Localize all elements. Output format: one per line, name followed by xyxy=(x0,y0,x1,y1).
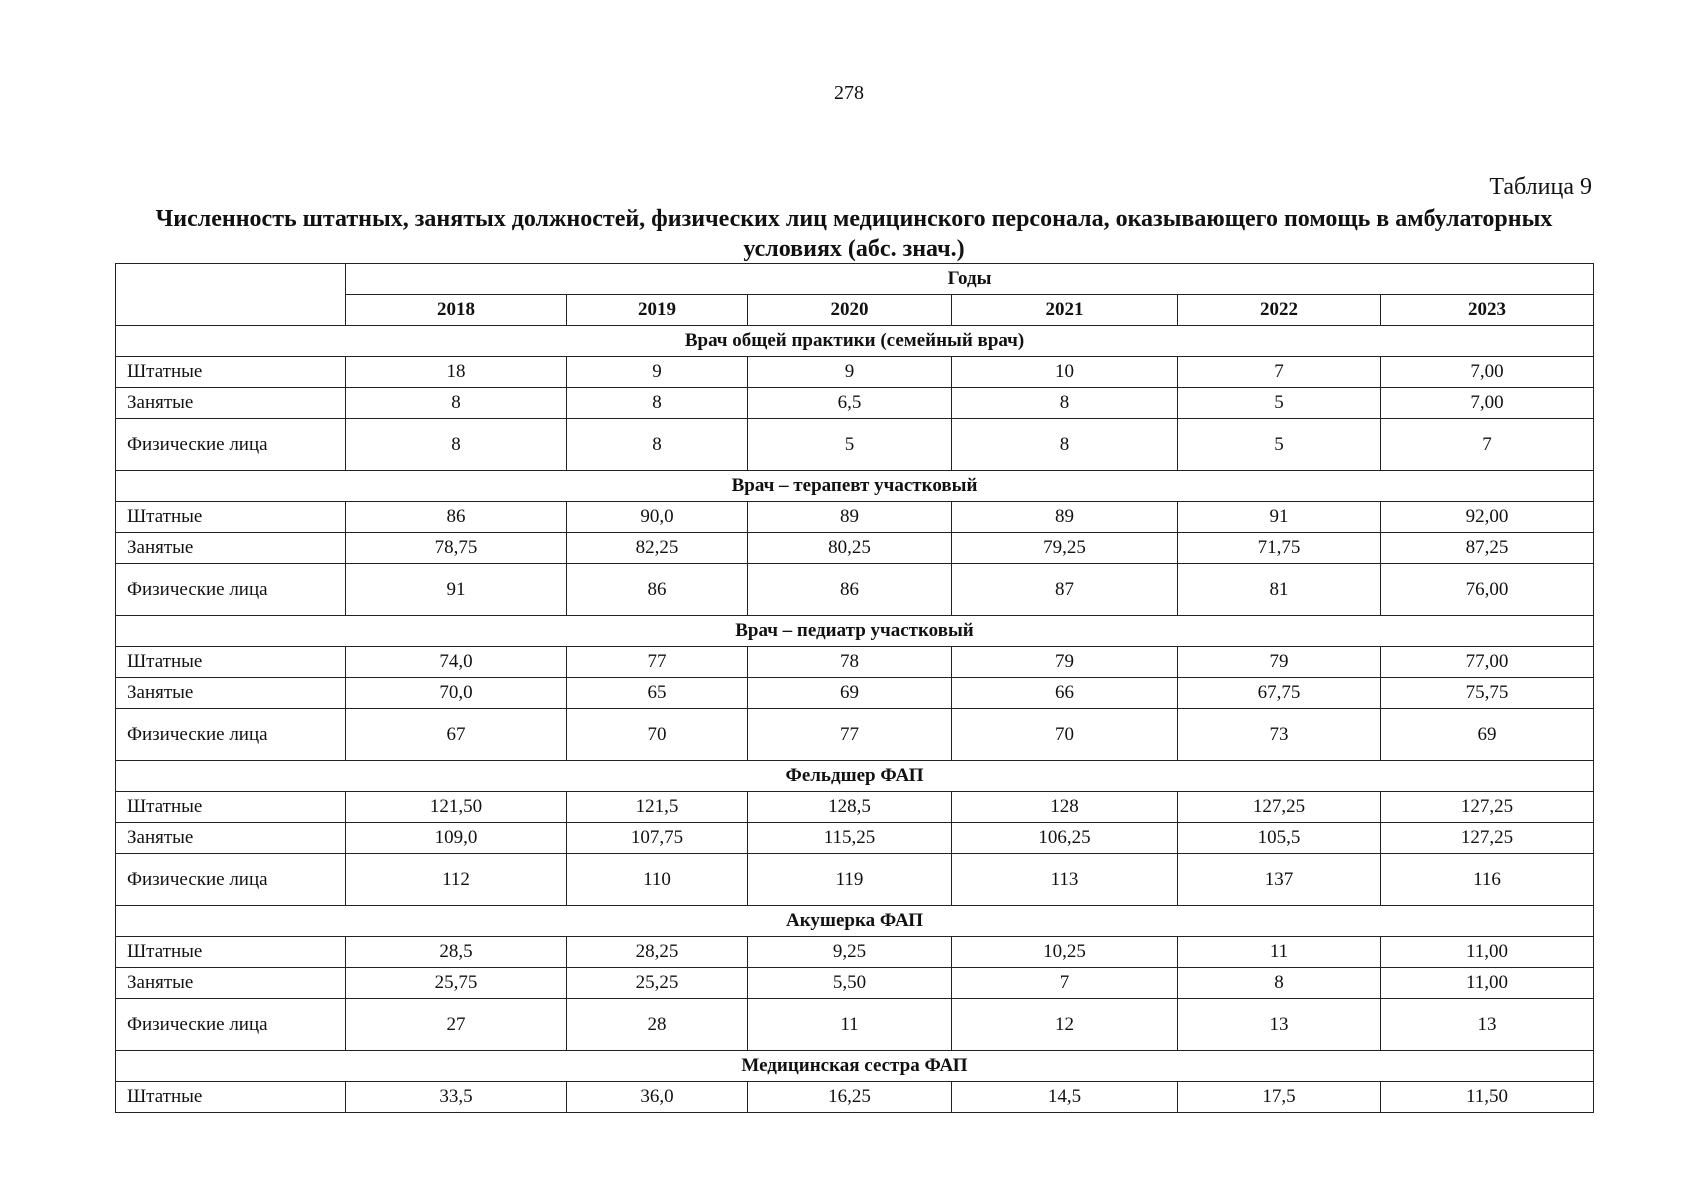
value-cell: 79 xyxy=(1178,647,1381,678)
value-cell: 8 xyxy=(346,388,567,419)
value-cell: 87,25 xyxy=(1381,533,1594,564)
value-cell: 9,25 xyxy=(748,937,952,968)
value-cell: 67,75 xyxy=(1178,678,1381,709)
section-title: Врач общей практики (семейный врач) xyxy=(116,326,1594,357)
value-cell: 27 xyxy=(346,999,567,1051)
staff-table-body xyxy=(116,264,1594,1113)
value-cell: 79,25 xyxy=(952,533,1178,564)
section-row xyxy=(116,326,1594,357)
value-cell: 121,5 xyxy=(567,792,748,823)
value-cell: 76,00 xyxy=(1381,564,1594,616)
row-label: Занятые xyxy=(116,388,346,419)
value-cell: 86 xyxy=(748,564,952,616)
value-cell: 11 xyxy=(748,999,952,1051)
header-year: 2021 xyxy=(952,295,1178,326)
staff-table xyxy=(115,263,1594,1113)
value-cell: 127,25 xyxy=(1381,792,1594,823)
value-cell: 12 xyxy=(952,999,1178,1051)
row-label: Физические лица xyxy=(116,709,346,761)
value-cell: 36,0 xyxy=(567,1082,748,1113)
value-cell: 17,5 xyxy=(1178,1082,1381,1113)
section-title: Медицинская сестра ФАП xyxy=(116,1051,1594,1082)
table-row xyxy=(116,502,1594,533)
value-cell: 28,5 xyxy=(346,937,567,968)
row-label: Занятые xyxy=(116,823,346,854)
header-row-years-label xyxy=(116,264,1594,295)
page-number: 278 xyxy=(834,82,864,104)
value-cell: 121,50 xyxy=(346,792,567,823)
value-cell: 90,0 xyxy=(567,502,748,533)
value-cell: 105,5 xyxy=(1178,823,1381,854)
table-caption: Таблица 9 xyxy=(1489,174,1592,200)
row-label: Штатные xyxy=(116,502,346,533)
value-cell: 70,0 xyxy=(346,678,567,709)
value-cell: 77,00 xyxy=(1381,647,1594,678)
header-corner-cell xyxy=(116,264,346,326)
value-cell: 6,5 xyxy=(748,388,952,419)
value-cell: 5 xyxy=(1178,388,1381,419)
value-cell: 127,25 xyxy=(1381,823,1594,854)
value-cell: 113 xyxy=(952,854,1178,906)
section-title: Акушерка ФАП xyxy=(116,906,1594,937)
value-cell: 116 xyxy=(1381,854,1594,906)
row-label: Штатные xyxy=(116,937,346,968)
value-cell: 8 xyxy=(952,388,1178,419)
header-year: 2020 xyxy=(748,295,952,326)
row-label: Физические лица xyxy=(116,854,346,906)
value-cell: 8 xyxy=(346,419,567,471)
value-cell: 25,75 xyxy=(346,968,567,999)
section-row xyxy=(116,471,1594,502)
table-row xyxy=(116,968,1594,999)
value-cell: 91 xyxy=(1178,502,1381,533)
value-cell: 89 xyxy=(952,502,1178,533)
value-cell: 7 xyxy=(1381,419,1594,471)
row-label: Физические лица xyxy=(116,564,346,616)
value-cell: 106,25 xyxy=(952,823,1178,854)
value-cell: 9 xyxy=(567,357,748,388)
value-cell: 28,25 xyxy=(567,937,748,968)
value-cell: 67 xyxy=(346,709,567,761)
table-row xyxy=(116,564,1594,616)
row-label: Занятые xyxy=(116,968,346,999)
row-label: Штатные xyxy=(116,647,346,678)
value-cell: 71,75 xyxy=(1178,533,1381,564)
table-row xyxy=(116,999,1594,1051)
value-cell: 10 xyxy=(952,357,1178,388)
value-cell: 115,25 xyxy=(748,823,952,854)
section-row xyxy=(116,1051,1594,1082)
value-cell: 74,0 xyxy=(346,647,567,678)
value-cell: 87 xyxy=(952,564,1178,616)
value-cell: 33,5 xyxy=(346,1082,567,1113)
value-cell: 70 xyxy=(567,709,748,761)
value-cell: 5 xyxy=(748,419,952,471)
value-cell: 91 xyxy=(346,564,567,616)
row-label: Занятые xyxy=(116,533,346,564)
section-title: Фельдшер ФАП xyxy=(116,761,1594,792)
table-row xyxy=(116,792,1594,823)
row-label: Физические лица xyxy=(116,999,346,1051)
value-cell: 7 xyxy=(1178,357,1381,388)
value-cell: 107,75 xyxy=(567,823,748,854)
table-row xyxy=(116,854,1594,906)
value-cell: 119 xyxy=(748,854,952,906)
value-cell: 7,00 xyxy=(1381,388,1594,419)
row-label: Штатные xyxy=(116,357,346,388)
value-cell: 11,00 xyxy=(1381,937,1594,968)
value-cell: 92,00 xyxy=(1381,502,1594,533)
header-year: 2019 xyxy=(567,295,748,326)
value-cell: 82,25 xyxy=(567,533,748,564)
value-cell: 86 xyxy=(567,564,748,616)
value-cell: 10,25 xyxy=(952,937,1178,968)
value-cell: 8 xyxy=(1178,968,1381,999)
table-row xyxy=(116,937,1594,968)
value-cell: 5,50 xyxy=(748,968,952,999)
row-label: Физические лица xyxy=(116,419,346,471)
value-cell: 14,5 xyxy=(952,1082,1178,1113)
value-cell: 79 xyxy=(952,647,1178,678)
value-cell: 8 xyxy=(567,419,748,471)
header-year: 2018 xyxy=(346,295,567,326)
table-title-cont: условиях (абс. знач.) xyxy=(743,236,965,262)
table-row xyxy=(116,678,1594,709)
value-cell: 18 xyxy=(346,357,567,388)
value-cell: 7,00 xyxy=(1381,357,1594,388)
section-title: Врач – терапевт участковый xyxy=(116,471,1594,502)
value-cell: 8 xyxy=(567,388,748,419)
value-cell: 86 xyxy=(346,502,567,533)
value-cell: 81 xyxy=(1178,564,1381,616)
value-cell: 112 xyxy=(346,854,567,906)
value-cell: 77 xyxy=(567,647,748,678)
section-row xyxy=(116,616,1594,647)
table-title xyxy=(115,204,1593,264)
header-year: 2023 xyxy=(1381,295,1594,326)
value-cell: 137 xyxy=(1178,854,1381,906)
header-year: 2022 xyxy=(1178,295,1381,326)
table-row xyxy=(116,357,1594,388)
value-cell: 13 xyxy=(1381,999,1594,1051)
value-cell: 127,25 xyxy=(1178,792,1381,823)
value-cell: 109,0 xyxy=(346,823,567,854)
table-row xyxy=(116,533,1594,564)
table-row xyxy=(116,709,1594,761)
table-row xyxy=(116,1082,1594,1113)
value-cell: 8 xyxy=(952,419,1178,471)
table-row xyxy=(116,388,1594,419)
section-row xyxy=(116,906,1594,937)
value-cell: 69 xyxy=(1381,709,1594,761)
value-cell: 5 xyxy=(1178,419,1381,471)
section-title: Врач – педиатр участковый xyxy=(116,616,1594,647)
value-cell: 7 xyxy=(952,968,1178,999)
value-cell: 128 xyxy=(952,792,1178,823)
value-cell: 78,75 xyxy=(346,533,567,564)
value-cell: 66 xyxy=(952,678,1178,709)
value-cell: 73 xyxy=(1178,709,1381,761)
table-title-main: Численность штатных, занятых должностей, физических лиц медицинского персонала, оказывающего помощь в амбулаторных xyxy=(155,206,1553,232)
value-cell: 128,5 xyxy=(748,792,952,823)
value-cell: 11 xyxy=(1178,937,1381,968)
value-cell: 65 xyxy=(567,678,748,709)
value-cell: 77 xyxy=(748,709,952,761)
row-label: Занятые xyxy=(116,678,346,709)
value-cell: 28 xyxy=(567,999,748,1051)
row-label: Штатные xyxy=(116,792,346,823)
value-cell: 78 xyxy=(748,647,952,678)
table-row xyxy=(116,419,1594,471)
value-cell: 16,25 xyxy=(748,1082,952,1113)
value-cell: 69 xyxy=(748,678,952,709)
value-cell: 13 xyxy=(1178,999,1381,1051)
value-cell: 75,75 xyxy=(1381,678,1594,709)
value-cell: 11,00 xyxy=(1381,968,1594,999)
value-cell: 110 xyxy=(567,854,748,906)
value-cell: 70 xyxy=(952,709,1178,761)
value-cell: 11,50 xyxy=(1381,1082,1594,1113)
section-row xyxy=(116,761,1594,792)
row-label: Штатные xyxy=(116,1082,346,1113)
table-row xyxy=(116,647,1594,678)
value-cell: 80,25 xyxy=(748,533,952,564)
value-cell: 9 xyxy=(748,357,952,388)
value-cell: 25,25 xyxy=(567,968,748,999)
header-years-label: Годы xyxy=(346,264,1594,295)
value-cell: 89 xyxy=(748,502,952,533)
table-row xyxy=(116,823,1594,854)
